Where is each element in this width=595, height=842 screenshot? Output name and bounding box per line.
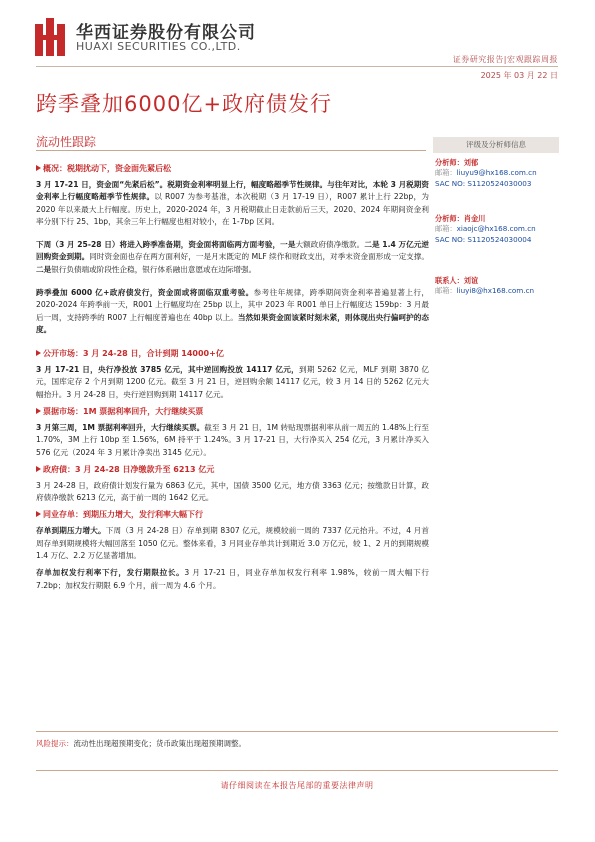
section-divider: [36, 150, 426, 151]
ncd-rates-heading: 票据市场：1M 票据利率回升，大行继续买票: [36, 406, 429, 419]
interbank-cd-paragraph-1: 存单到期压力增大。下周（3 月 24-28 日）存单到期 8307 亿元，规模较前一周的 7337 亿元抬升。不过，4 月首周存单到期规模将大幅回落至 1050 亿元。整体来看，3 月同业存单共计到期近 3.0 万亿元，较 1、2 月的到期规模 1.4 万亿、2.2 万亿显著增加。: [36, 526, 430, 560]
open-market-heading: 公开市场：3 月 24-28 日，合计到期 14000+亿: [36, 348, 429, 361]
arrow-icon: [36, 511, 41, 517]
risk-warning: 风险提示：流动性出现超预期变化；货币政策出现超预期调整。: [36, 739, 246, 748]
contact-card: 联系人：刘谊 邮箱：liuyi8@hx168.com.cn: [435, 276, 535, 296]
arrow-icon: [36, 350, 41, 356]
analyst-email-link[interactable]: liuyu9@hx168.com.cn: [456, 168, 537, 178]
analyst-role: 分析师：刘郁: [435, 158, 479, 167]
overview-heading: 概况：税期扰动下，资金面先紧后松: [36, 163, 429, 176]
analyst-card: 分析师：肖金川 邮箱：xiaojc@hx168.com.cn SAC NO: S1120524030004: [435, 214, 536, 244]
arrow-icon: [36, 408, 41, 414]
contact-role: 联系人：刘谊: [435, 276, 479, 285]
analyst-sac: SAC NO: S1120524030003: [435, 178, 532, 188]
analyst-sac: SAC NO: S1120524030004: [435, 234, 532, 244]
report-type: 证券研究报告|宏观跟踪周报: [452, 55, 558, 64]
analyst-role: 分析师：肖金川: [435, 214, 486, 223]
company-name-cn: 华西证券股份有限公司: [76, 23, 256, 43]
analyst-info-title: 评级及分析师信息: [466, 140, 526, 149]
overview-paragraph-2: 下周（3 月 25-28 日）将进入跨季准备期，资金面将面临两方面考验，一是大额政府债净缴款。二是 1.4 万亿元逆回购资金到期。同时资金面也存在两方面利好，一是月末既定的 MLF 续作和财政支出，对季末资金面形成一定支撑。二是银行负债端或阶段性企稳，银行体系融出意愿或在边际增强。: [36, 240, 430, 274]
report-date: 2025 年 03 月 22 日: [480, 71, 558, 80]
overview-paragraph-1: 3 月 17-21 日，资金面“先紧后松”。税期资金利率明显上行，幅度略超季节性规律。与往年对比，本轮 3 月税期资金利率上行幅度略超季节性规律。以 R007 为参考基准，本次税期（3 月 17-19 日），R007 累计上行 22bp，为 2020 年以来最大上行幅度。历史上，2020-2024 年，3 月税期截止日走款前后三天，2020、2024 年期间资金利率分别下行 25、1bp，其余三年上行幅度也相对较小，在 1-7bp 区间。: [36, 179, 429, 226]
contact-email-link[interactable]: liuyi8@hx168.com.cn: [456, 286, 535, 296]
ncd-rates-paragraph: 3 月第三周，1M 票据利率回升，大行继续买票。截至 3 月 21 日，1M 转贴现票据利率从前一周五的 1.48%上行至 1.70%，3M 上行 10bp 至 1.56%，6M 持平于 1.24%。3 月 17-21 日，大行净买入 254 亿元，3 月累计净买入 576 亿元（2024 年 3 月累计净卖出 3145 亿元）。: [36, 423, 429, 457]
report-title: 跨季叠加6000亿+政府债发行: [36, 92, 333, 116]
analyst-card: 分析师：刘郁 邮箱：liuyu9@hx168.com.cn SAC NO: S1120524030003: [435, 158, 537, 188]
company-name-en: HUAXI SECURITIES CO.,LTD.: [76, 40, 241, 53]
open-market-paragraph: 3 月 17-21 日，央行净投放 3785 亿元，其中逆回购投放 14117 亿元，到期 5262 亿元，MLF 到期 3870 亿元，国库定存 2 个月到期 1200 亿元。截至 3 月 21 日，逆回购余额 14117 亿元，较 3 月 14 日的 5262 亿元大幅抬升。3 月 24-28 日，央行逆回购到期 14117 亿元。: [36, 365, 429, 399]
huaxi-logo-icon: [35, 18, 65, 56]
arrow-icon: [36, 466, 41, 472]
legal-notice: 请仔细阅读在本报告尾部的重要法律声明: [220, 781, 374, 790]
interbank-cd-heading: 同业存单：到期压力增大，发行利率大幅下行: [36, 509, 429, 522]
analyst-email-link[interactable]: xiaojc@hx168.com.cn: [456, 224, 536, 234]
overview-paragraph-3: 跨季叠加 6000 亿+政府债发行，资金面或将面临双重考验。参考往年规律，跨季期间资金利率普遍显著上行，2020-2024 年跨季前一天，R001 上行幅度均在 25bp 以上，其中 2023 年 R001 单日上行幅度达 159bp：3 月最后一周，支持跨季的 R007 上行幅度普遍也在 40bp 以上。当然如果资金面该紧时刻未紧，则体现出央行偏呵护的态度。: [36, 288, 429, 334]
risk-divider: [36, 731, 558, 732]
interbank-cd-paragraph-2: 存单加权发行利率下行，发行期限拉长。3 月 17-21 日，同业存单加权发行利率 1.98%，较前一周大幅下行 7.2bp；加权发行期限 6.9 个月，前一周为 4.6 个月。: [36, 568, 429, 590]
gov-bonds-paragraph: 3 月 24-28 日，政府债计划发行量为 6863 亿元，其中，国债 3500 亿元，地方债 3363 亿元；按缴款日计算，政府债净缴款 6213 亿元，高于前一周的 1642 亿元。: [36, 480, 429, 503]
header-divider: [36, 66, 558, 67]
main-column: [36, 158, 429, 597]
arrow-icon: [36, 165, 41, 171]
section-tag: 流动性跟踪: [36, 135, 97, 149]
gov-bonds-heading: 政府债：3 月 24-28 日净缴款升至 6213 亿元: [36, 464, 429, 477]
footer-divider: [36, 770, 558, 771]
